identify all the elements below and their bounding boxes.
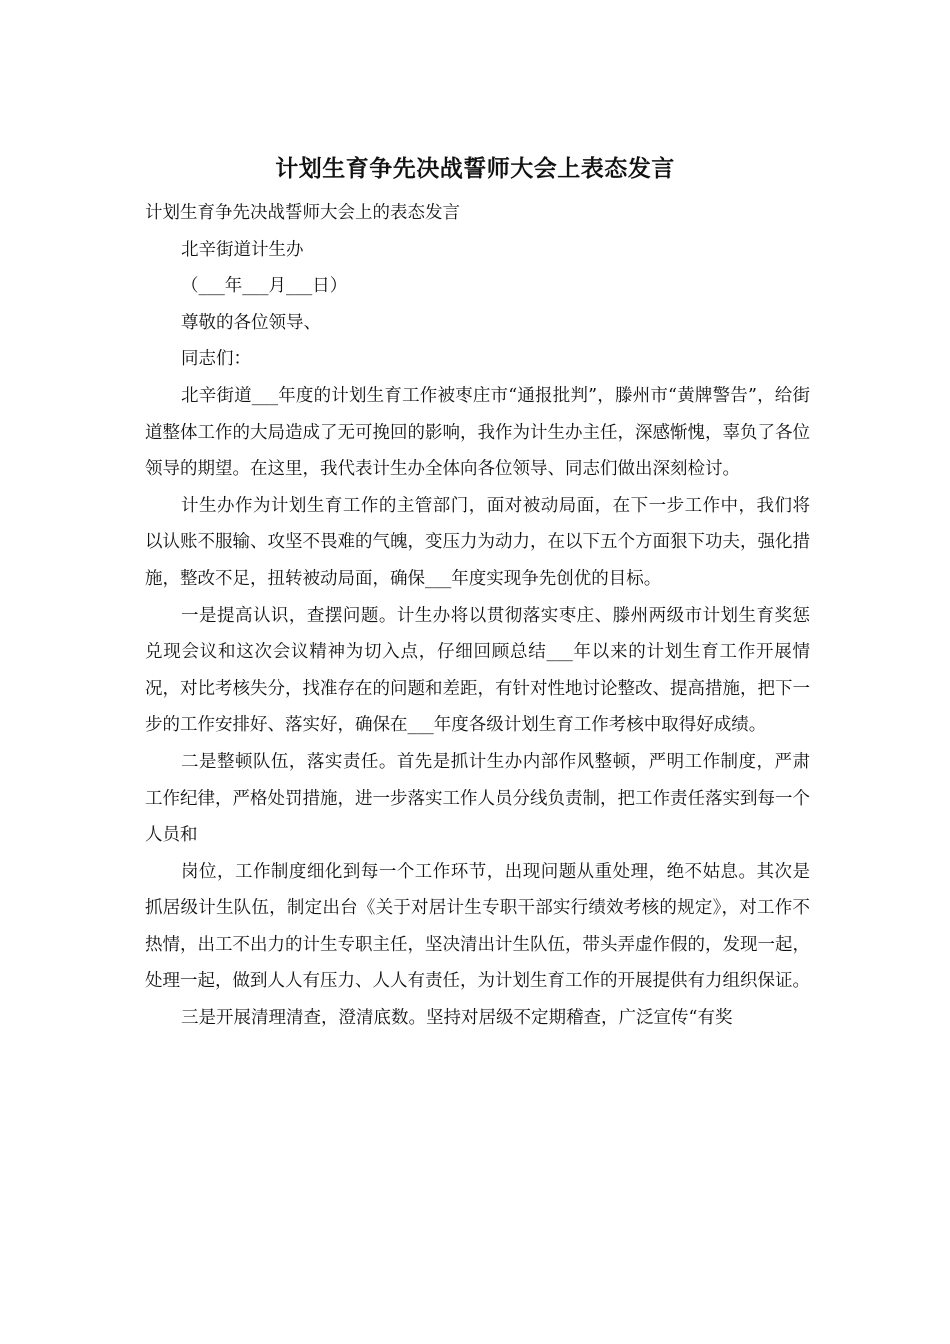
body-paragraph: 北辛街道___年度的计划生育工作被枣庄市“通报批判”，滕州市“黄牌警告”，给街道整体工作的大局造成了无可挽回的影响，我作为计生办主任，深感惭愧，辜负了各位领导的期望。在这里，我代表计生办全体向各位领导、同志们做出深刻检讨。 xyxy=(145,385,810,480)
document-body xyxy=(145,195,810,1037)
organization-line: 北辛街道计生办 xyxy=(181,239,304,260)
date-line: （___年___月___日） xyxy=(181,276,348,297)
salutation-line: 尊敬的各位领导、 xyxy=(181,312,321,333)
body-paragraph: 二是整顿队伍，落实责任。首先是抓计生办内部作风整顿，严明工作制度，严肃工作纪律，严格处罚措施，进一步落实工作人员分线负责制，把工作责任落实到每一个人员和 xyxy=(145,751,810,846)
document-title: 计划生育争先决战誓师大会上表态发言 xyxy=(275,155,675,182)
body-paragraph: 计生办作为计划生育工作的主管部门，面对被动局面，在下一步工作中，我们将以认账不服输、攻坚不畏难的气魄，变压力为动力，在以下五个方面狠下功夫，强化措施，整改不足，扭转被动局面，确保___年度实现争先创优的目标。 xyxy=(145,495,810,589)
body-paragraph: 一是提高认识，查摆问题。计生办将以贯彻落实枣庄、滕州两级市计划生育奖惩兑现会议和这次会议精神为切入点，仔细回顾总结___年以来的计划生育工作开展情况，对比考核失分，找准存在的问题和差距，有针对性地讨论整改、提高措施，把下一步的工作安排好、落实好，确保在___年度各级计划生育工作考核中取得好成绩。 xyxy=(145,605,810,736)
subtitle-paragraph: 计划生育争先决战誓师大会上的表态发言 xyxy=(145,203,460,223)
body-paragraph: 岗位，工作制度细化到每一个工作环节，出现问题从重处理，绝不姑息。其次是抓居级计生队伍，制定出台《关于对居计生专职干部实行绩效考核的规定》，对工作不热情，出工不出力的计生专职主任，坚决清出计生队伍，带头弄虚作假的，发现一起，处理一起，做到人人有压力、人人有责任，为计划生育工作的开展提供有力组织保证。 xyxy=(145,861,810,992)
body-paragraph: 三是开展清理清查，澄清底数。坚持对居级不定期稽查，广泛宣传“有奖 xyxy=(181,1008,733,1029)
salutation-line-2: 同志们： xyxy=(181,349,251,370)
